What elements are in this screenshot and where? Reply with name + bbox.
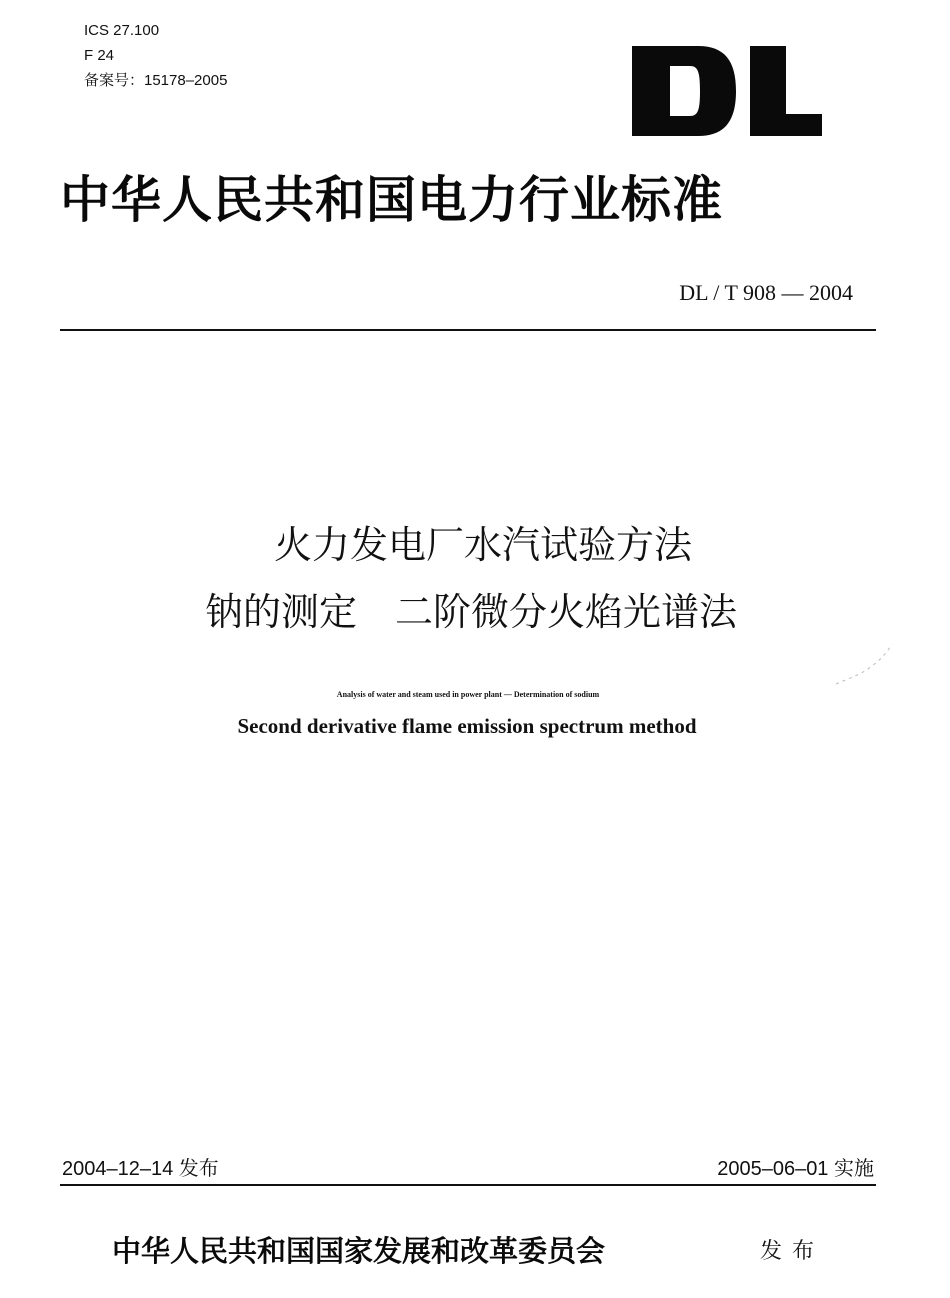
standard-category: 中华人民共和国电力行业标准	[60, 170, 723, 229]
ics-code: ICS 27.100	[84, 22, 160, 39]
issuing-body: 中华人民共和国国家发展和改革委员会	[112, 1234, 606, 1268]
title-en-line-2: Second derivative flame emission spectrum method	[237, 714, 697, 738]
title-en-line-1: Analysis of water and steam used in power plant — Determination of sodium	[336, 690, 600, 699]
issue-label: 发布	[760, 1239, 825, 1264]
dl-logo	[628, 44, 824, 138]
issue-date: 2004–12–14 发布	[62, 1158, 219, 1180]
standard-number: DL / T 908 — 2004	[679, 280, 853, 305]
title-cn-line-1: 火力发电厂水汽试验方法	[273, 523, 692, 567]
filing-number: 备案号：15178–2005	[84, 72, 228, 89]
bottom-divider	[60, 1184, 876, 1186]
top-divider	[60, 329, 876, 331]
ccs-code: F 24	[84, 47, 115, 64]
title-cn-line-2: 钠的测定 二阶微分火焰光谱法	[204, 590, 737, 634]
implementation-date: 2005–06–01 实施	[717, 1158, 874, 1180]
